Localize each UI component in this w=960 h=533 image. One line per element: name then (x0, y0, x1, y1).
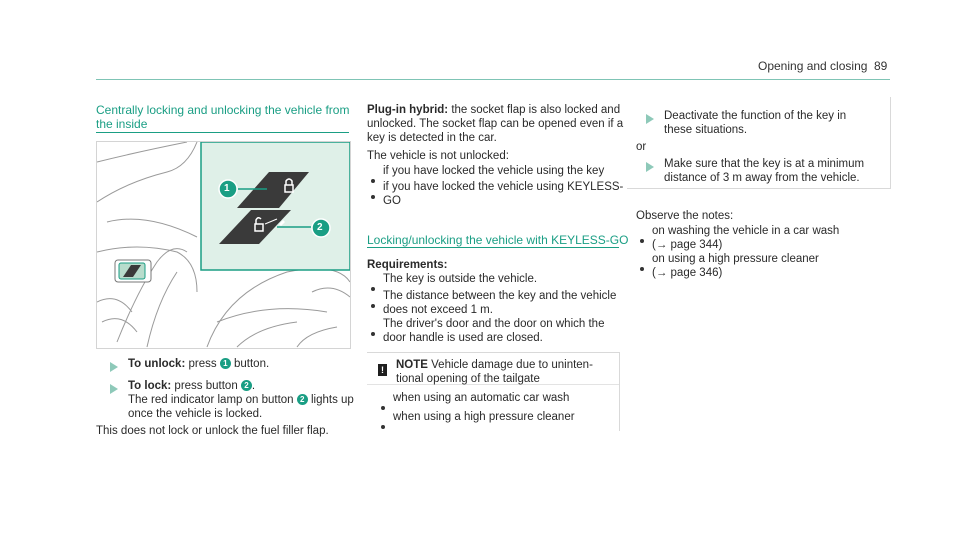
bullet (371, 304, 375, 308)
bullet (371, 179, 375, 183)
section-title-line1: Centrally locking and unlocking the vehicle from (96, 103, 350, 117)
or-text: or (636, 141, 647, 153)
note-item-1: when using an automatic car wash (393, 392, 570, 404)
bullet (371, 332, 375, 336)
lock-step-arrow (110, 381, 118, 399)
lock-step: To lock: press button 2 . (128, 380, 256, 392)
requirement-2-line1: The distance between the key and the vehicle (383, 290, 617, 302)
header-rule (96, 79, 890, 80)
lamp-button-marker: 2 (297, 394, 308, 405)
section-title-rule (96, 132, 349, 133)
not-unlocked-intro: The vehicle is not unlocked: (367, 150, 509, 162)
plugin-hybrid-line3: key is detected in the car. (367, 132, 497, 144)
unlock-label: To unlock: (128, 358, 186, 370)
notes-item-2-link[interactable]: (→ page 346) (652, 267, 723, 279)
notes-item-1-line1: on washing the vehicle in a car wash (652, 225, 840, 237)
observe-notes: Observe the notes: (636, 210, 734, 222)
page-number: 89 (874, 59, 888, 73)
running-header: Opening and closing (758, 59, 868, 73)
figure-callout-2: 2 (317, 222, 323, 233)
door-panel-illustration (97, 142, 350, 348)
action-1-arrow (646, 111, 654, 129)
door-panel-figure (96, 141, 351, 349)
unlock-step: To unlock: press 1 button. (128, 358, 270, 370)
action-2-line2: distance of 3 m away from the vehicle. (664, 172, 860, 184)
not-unlocked-item-1: if you have locked the vehicle using the key (383, 165, 605, 177)
bullet (381, 425, 385, 429)
bullet (371, 287, 375, 291)
requirement-2-line2: does not exceed 1 m. (383, 304, 493, 316)
action-1-line1: Deactivate the function of the key in (664, 110, 847, 122)
not-unlocked-item-2: if you have locked the vehicle using KEYLESS- (383, 181, 624, 193)
figure-callout-1: 1 (224, 183, 230, 194)
requirements-label: Requirements: (367, 259, 448, 271)
notes-item-1-link[interactable]: (→ page 344) (652, 239, 723, 251)
note-line2: tional opening of the tailgate (396, 373, 540, 385)
action-1-line2: these situations. (664, 124, 748, 136)
notes-item-2-line1: on using a high pressure cleaner (652, 253, 819, 265)
lock-label: To lock: (128, 380, 172, 392)
note-item-2: when using a high pressure cleaner (393, 411, 575, 423)
requirement-3-line1: The driver's door and the door on which the (383, 318, 605, 330)
note-line1: NOTE Vehicle damage due to uninten- (396, 359, 593, 371)
unlock-step-arrow (110, 359, 118, 377)
bullet (640, 239, 644, 243)
bullet (640, 267, 644, 271)
action-2-arrow (646, 159, 654, 177)
keyless-go-title: Locking/unlocking the vehicle with KEYLESS-GO (367, 233, 629, 247)
keyless-go-rule (367, 247, 619, 248)
requirement-3-line2: door handle is used are closed. (383, 332, 543, 344)
bullet (371, 195, 375, 199)
section-title-line2: the inside (96, 117, 148, 131)
fuel-flap-note: This does not lock or unlock the fuel filler flap. (96, 425, 329, 437)
note-label: NOTE (396, 359, 428, 371)
bullet (381, 406, 385, 410)
action-2-line1: Make sure that the key is at a minimum (664, 158, 865, 170)
indicator-lamp-line2: once the vehicle is locked. (128, 408, 263, 420)
button-1-marker: 1 (220, 358, 231, 369)
requirement-1: The key is outside the vehicle. (383, 273, 538, 285)
not-unlocked-item-2-cont: GO (383, 195, 401, 207)
plugin-hybrid-line2: unlocked. The socket flap can be opened even if a (367, 118, 624, 130)
button-2-marker: 2 (241, 380, 252, 391)
indicator-lamp-line1: The red indicator lamp on button 2 lights up (128, 394, 354, 406)
warning-icon: ! (378, 364, 387, 376)
plugin-hybrid-line1: Plug-in hybrid: the socket flap is also locked and (367, 104, 621, 116)
